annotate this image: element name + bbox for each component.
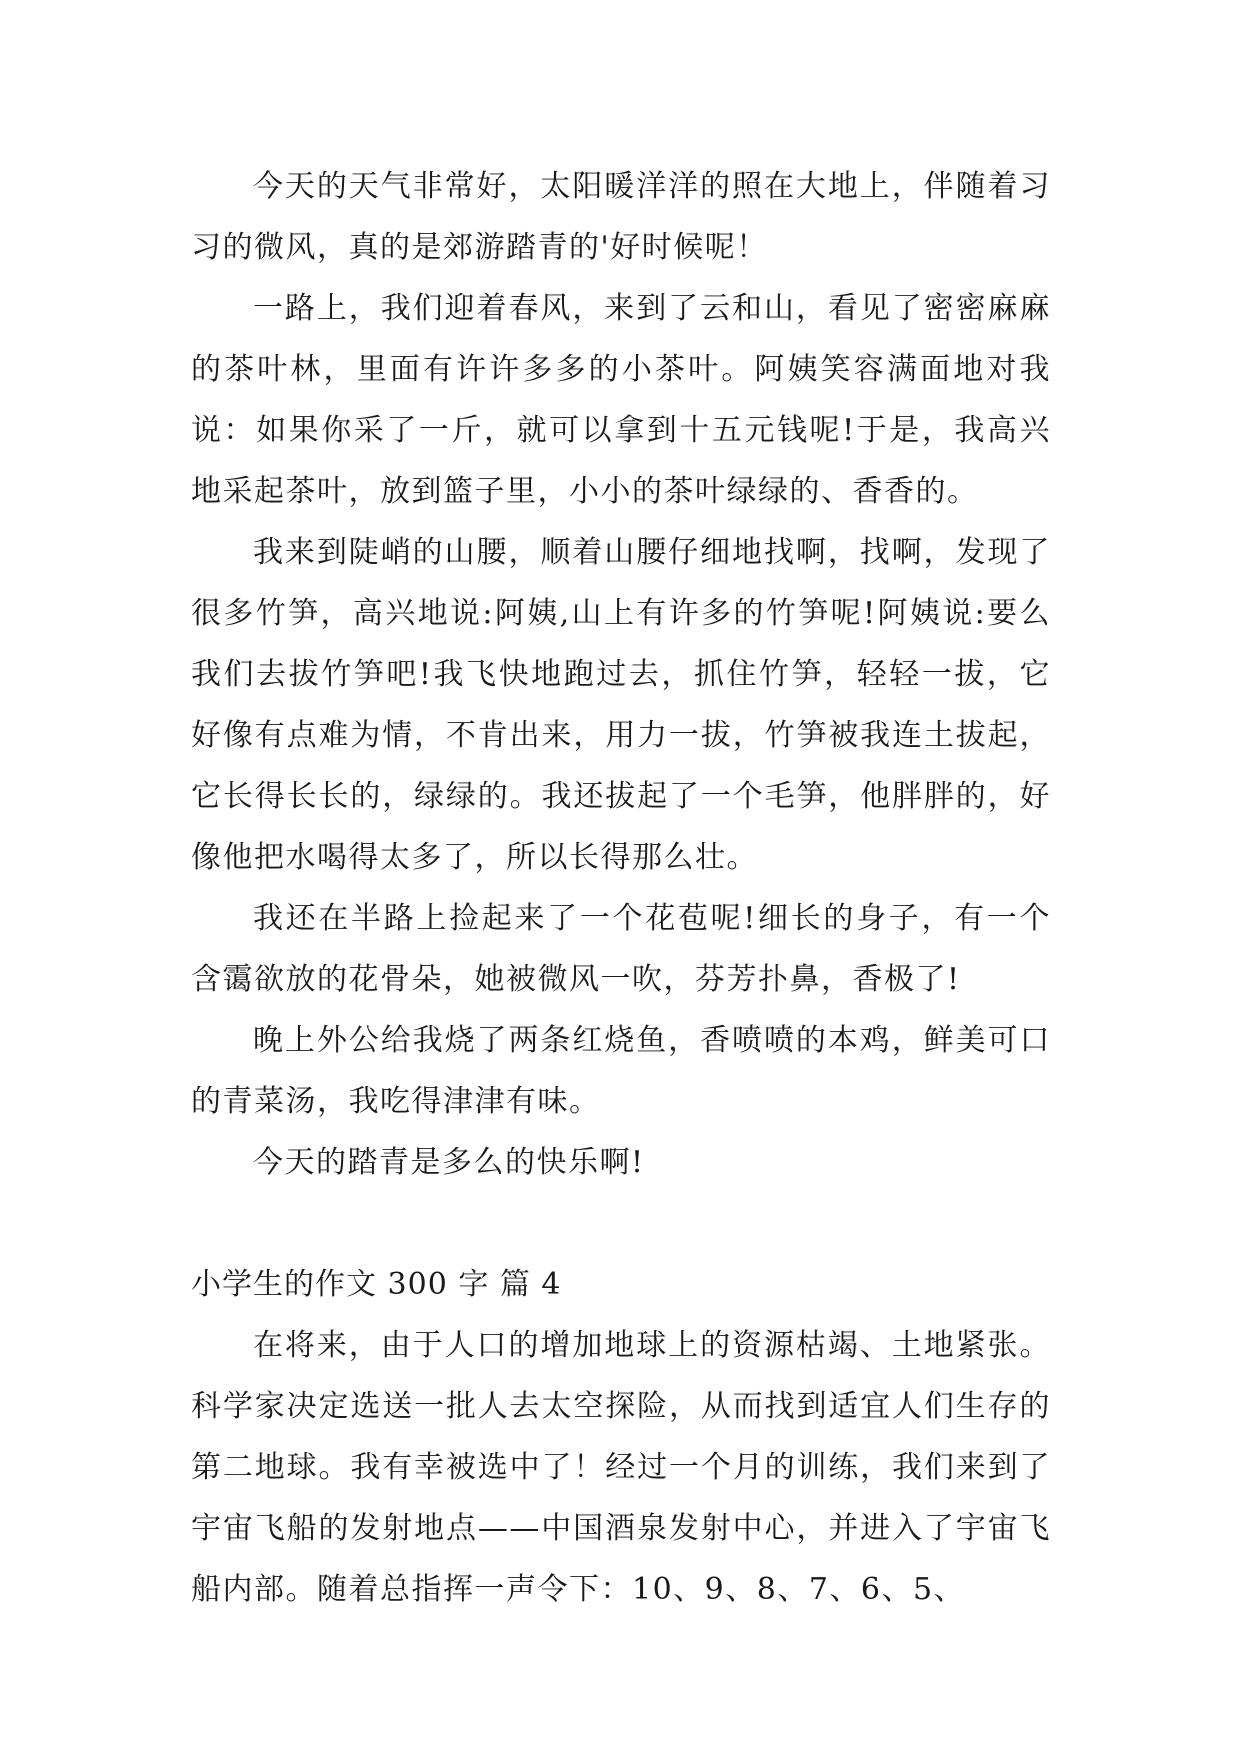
paragraph: 今天的天气非常好，太阳暖洋洋的照在大地上，伴随着习习的微风，真的是郊游踏青的'好时候呢！ (191, 169, 1051, 265)
section-heading: 小学生的作文 300 字 篇 4 (191, 1267, 562, 1302)
paragraph: 我还在半路上捡起来了一个花苞呢!细长的身子，有一个含霭欲放的花骨朵，她被微风一吹，芬芳扑鼻，香极了! (191, 901, 1051, 997)
paragraph: 在将来，由于人口的增加地球上的资源枯竭、土地紧张。科学家决定选送一批人去太空探险，从而找到适宜人们生存的第二地球。我有幸被选中了！经过一个月的训练，我们来到了宇宙飞船的发射地点——中国酒泉发射中心，并进入了宇宙飞船内部。随着总指挥一声令下：10、9、8、7、6、5、 (191, 1328, 1051, 1607)
paragraph: 今天的踏青是多么的快乐啊! (253, 1145, 645, 1180)
paragraph: 一路上，我们迎着春风，来到了云和山，看见了密密麻麻的茶叶林，里面有许许多多的小茶叶。阿姨笑容满面地对我说：如果你采了一斤，就可以拿到十五元钱呢!于是，我高兴地采起茶叶，放到篮子里，小小的茶叶绿绿的、香香的。 (191, 291, 1051, 509)
paragraph: 晚上外公给我烧了两条红烧鱼，香喷喷的本鸡，鲜美可口的青菜汤，我吃得津津有味。 (191, 1023, 1051, 1119)
paragraph: 我来到陡峭的山腰，顺着山腰仔细地找啊，找啊，发现了很多竹笋，高兴地说:阿姨,山上有许多的竹笋呢!阿姨说:要么我们去拔竹笋吧!我飞快地跑过去，抓住竹笋，轻轻一拔，它好像有点难为情，不肯出来，用力一拔，竹笋被我连土拔起，它长得长长的，绿绿的。我还拔起了一个毛笋，他胖胖的，好像他把水喝得太多了，所以长得那么壮。 (191, 535, 1051, 875)
document-body (191, 156, 1051, 1620)
